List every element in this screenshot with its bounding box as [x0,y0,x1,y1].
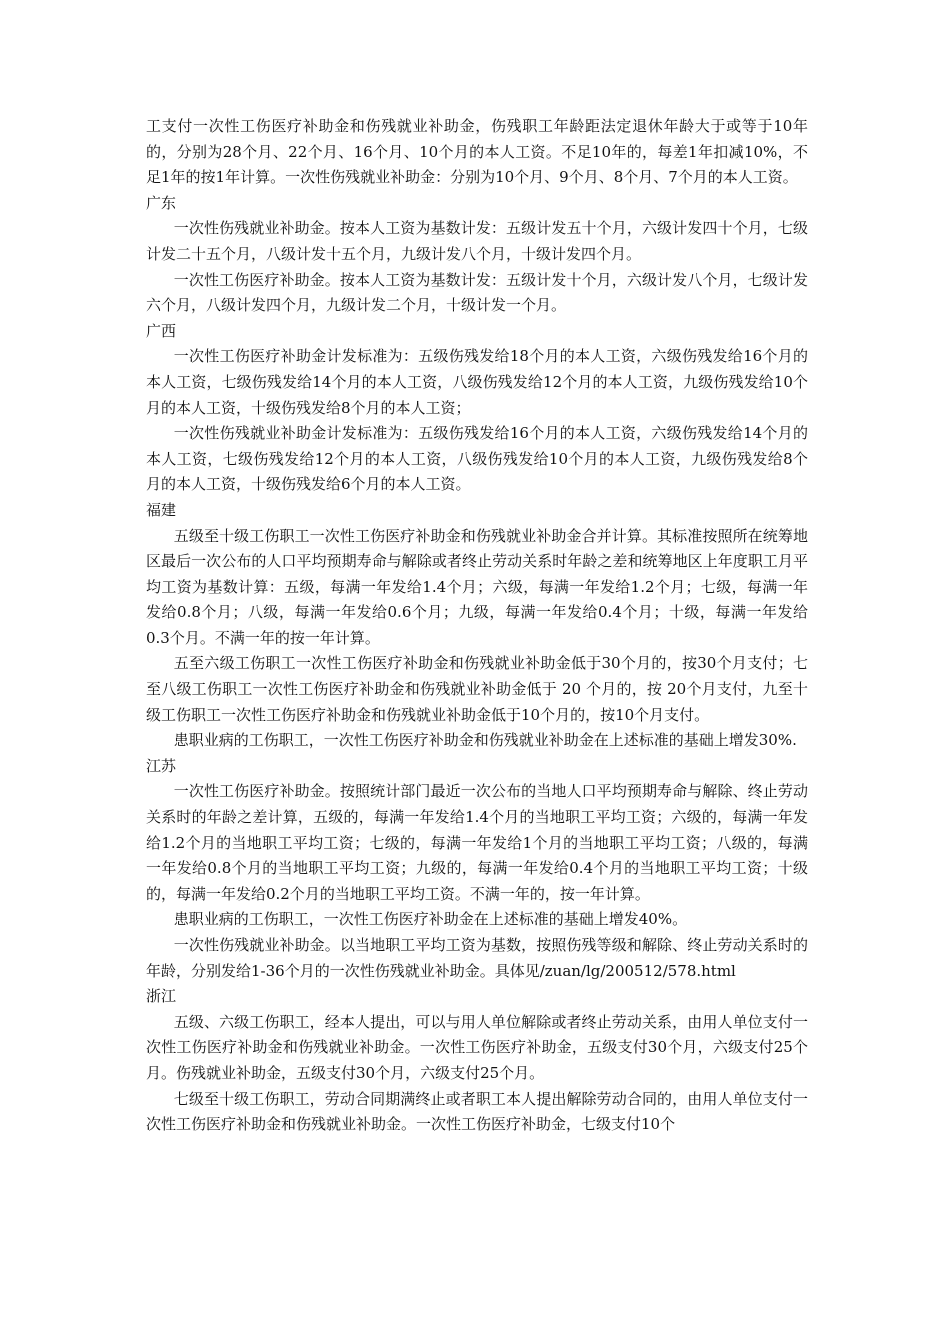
section-heading-zhejiang: 浙江 [146,987,177,1006]
paragraph: 一次性工伤医疗补助金。按本人工资为基数计发：五级计发十个月，六级计发八个月，七级计发六个月，八级计发四个月，九级计发二个月，十级计发一个月。 [146,270,808,315]
paragraph: 一次性伤残就业补助金。以当地职工平均工资为基数，按照伤残等级和解除、终止劳动关系时的年龄，分别发给1-36个月的一次性伤残就业补助金。具体见/zuan/lg/200512/578.html [146,936,808,980]
document-body [146,114,808,1138]
section-heading-guangxi: 广西 [146,321,177,340]
paragraph: 五级至十级工伤职工一次性工伤医疗补助金和伤残就业补助金合并计算。其标准按照所在统筹地区最后一次公布的人口平均预期寿命与解除或者终止劳动关系时年龄之差和统筹地区上年度职工月平均工资为基数计算：五级，每满一年发给1.4个月；六级，每满一年发给1.2个月；七级，每满一年发给0.8个月；八级，每满一年发给0.6个月；九级，每满一年发给0.4个月；十级，每满一年发给0.3个月。不满一年的按一年计算。 [146,526,808,647]
section-heading-jiangsu: 江苏 [146,756,177,775]
paragraph: 工支付一次性工伤医疗补助金和伤残就业补助金，伤残职工年龄距法定退休年龄大于或等于10年的，分别为28个月、22个月、16个月、10个月的本人工资。不足10年的，每差1年扣减10%，不足1年的按1年计算。一次性伤残就业补助金：分别为10个月、9个月、8个月、7个月的本人工资。 [146,117,808,187]
paragraph: 一次性工伤医疗补助金计发标准为：五级伤残发给18个月的本人工资，六级伤残发给16个月的本人工资，七级伤残发给14个月的本人工资，八级伤残发给12个月的本人工资，九级伤残发给10个月的本人工资，十级伤残发给8个月的本人工资； [146,347,808,417]
paragraph: 一次性伤残就业补助金。按本人工资为基数计发：五级计发五十个月，六级计发四十个月，七级计发二十五个月，八级计发十五个月，九级计发八个月，十级计发四个月。 [146,219,808,263]
section-heading-fujian: 福建 [146,500,177,519]
paragraph: 患职业病的工伤职工，一次性工伤医疗补助金和伤残就业补助金在上述标准的基础上增发30%. [173,731,797,750]
paragraph: 五级、六级工伤职工，经本人提出，可以与用人单位解除或者终止劳动关系，由用人单位支付一次性工伤医疗补助金和伤残就业补助金。一次性工伤医疗补助金，五级支付30个月，六级支付25个月。伤残就业补助金，五级支付30个月，六级支付25个月。 [146,1012,808,1082]
paragraph: 患职业病的工伤职工，一次性工伤医疗补助金在上述标准的基础上增发40%。 [173,910,688,929]
paragraph: 五至六级工伤职工一次性工伤医疗补助金和伤残就业补助金低于30个月的，按30个月支付；七至八级工伤职工一次性工伤医疗补助金和伤残就业补助金低于 20 个月的，按 20个月支付，九至十级工伤职工一次性工伤医疗补助金和伤残就业补助金低于10个月的，按10个月支付。 [146,654,808,724]
paragraph: 七级至十级工伤职工，劳动合同期满终止或者职工本人提出解除劳动合同的，由用人单位支付一次性工伤医疗补助金和伤残就业补助金。一次性工伤医疗补助金，七级支付10个 [146,1089,808,1134]
section-heading-guangdong: 广东 [146,193,177,212]
paragraph: 一次性伤残就业补助金计发标准为：五级伤残发给16个月的本人工资，六级伤残发给14个月的本人工资，七级伤残发给12个月的本人工资，八级伤残发给10个月的本人工资，九级伤残发给8个月的本人工资，十级伤残发给6个月的本人工资。 [146,424,808,494]
paragraph: 一次性工伤医疗补助金。按照统计部门最近一次公布的当地人口平均预期寿命与解除、终止劳动关系时的年龄之差计算，五级的，每满一年发给1.4个月的当地职工平均工资；六级的，每满一年发给1.2个月的当地职工平均工资；七级的，每满一年发给1个月的当地职工平均工资；八级的，每满一年发给0.8个月的当地职工平均工资；九级的，每满一年发给0.4个月的当地职工平均工资；十级的，每满一年发给0.2个月的当地职工平均工资。不满一年的，按一年计算。 [146,782,808,903]
